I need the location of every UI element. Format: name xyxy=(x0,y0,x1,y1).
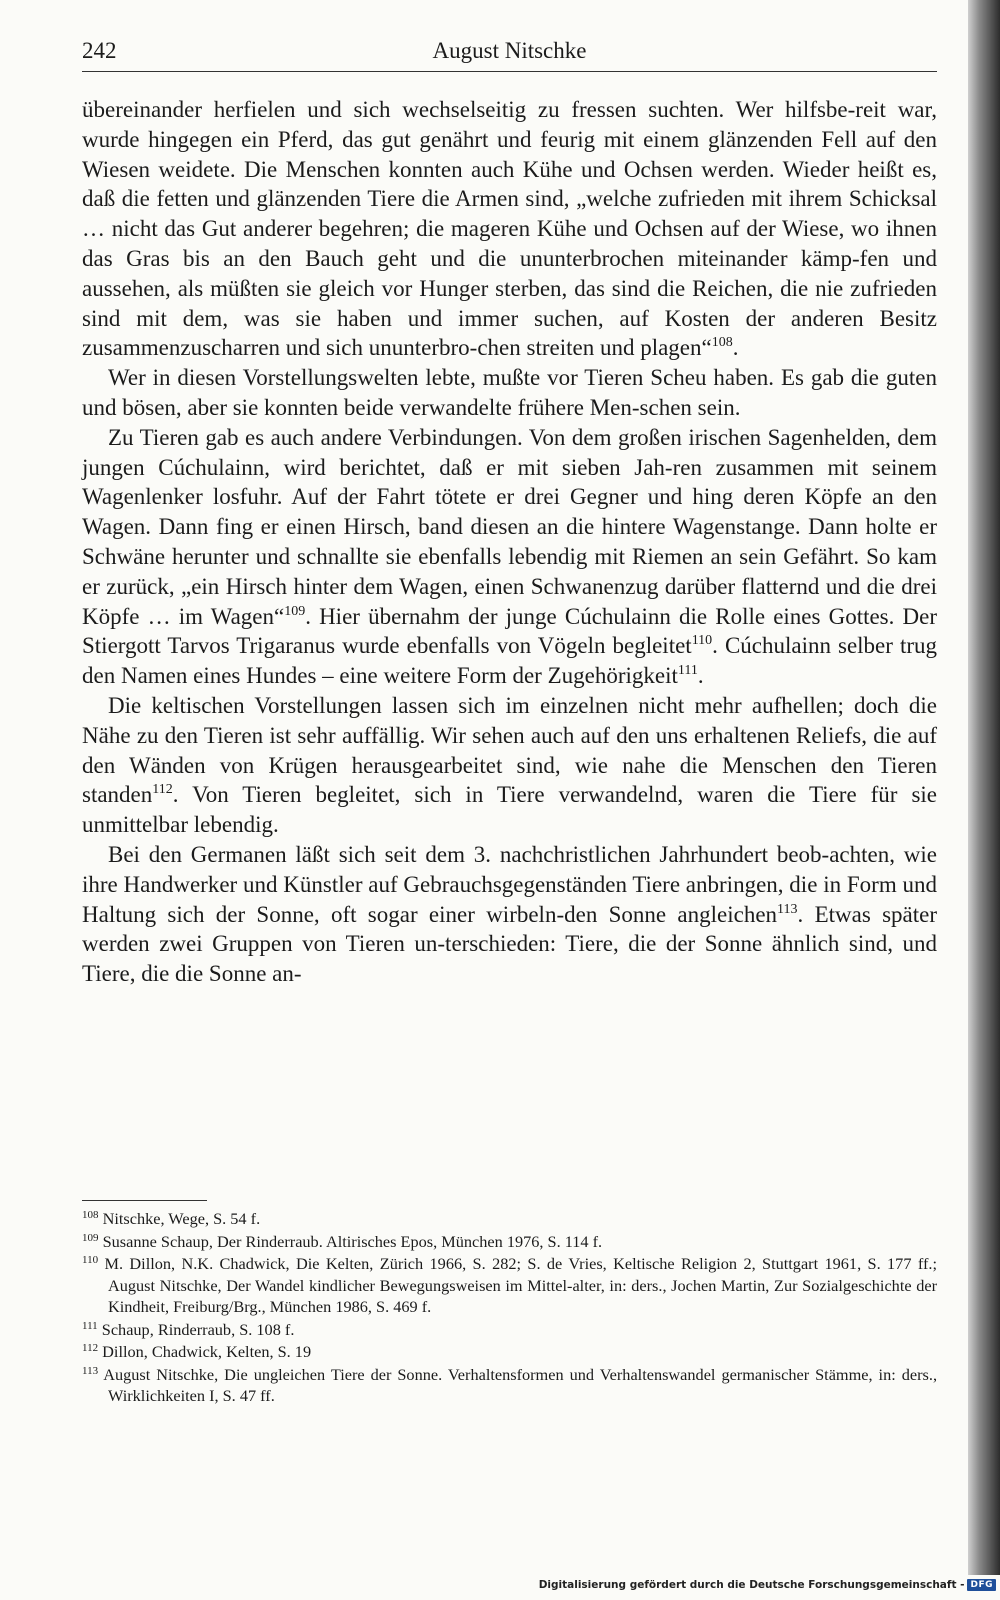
footnote-number: 108 xyxy=(82,1209,99,1221)
credit-text: Digitalisierung gefördert durch die Deutsche Forschungsgemeinschaft - xyxy=(538,1579,965,1591)
paragraph xyxy=(82,363,937,423)
paragraph xyxy=(82,423,937,691)
text-run: Wer in diesen Vorstellungswelten lebte, mußte vor Tieren Scheu haben. Es gab die guten und bösen, aber sie konnten beide verwandelte frühere Men-schen sein. xyxy=(82,365,937,420)
text-run: übereinander herfielen und sich wechselseitig zu fressen suchten. Wer hilfsbe-reit war, wurde hingegen ein Pferd, das gut genährt und feurig mit einem glänzenden Fell auf den Wiesen weidete. Die Menschen konnten auch Kühe und Ochsen werden. Wieder heißt es, daß die fetten und glänzenden Tiere die Armen sind, „welche zufrieden mit ihrem Schicksal … nicht das Gut anderer begehren; die mageren Kühe und Ochsen auf der Wiese, wo ihnen das Gras bis an den Bauch geht und die ununterbrochen miteinander kämp-fen und aussehen, als müßten sie gleich vor Hunger sterben, das sind die Reichen, die nie zufrieden sind mit dem, was sie haben und immer suchen, auf Kosten der anderen Besitz zusammenzuscharren und sich ununterbro-chen streiten und plagen“ xyxy=(82,97,937,361)
footnote xyxy=(82,1319,937,1341)
footnote xyxy=(82,1341,937,1363)
digitization-credit xyxy=(539,1579,996,1591)
footnote-separator xyxy=(82,1200,207,1201)
footnote-marker: 112 xyxy=(152,782,173,798)
paragraph xyxy=(82,840,937,989)
footnote-number: 112 xyxy=(82,1342,99,1354)
footnote-text: Schaup, Rinderraub, S. 108 f. xyxy=(101,1319,295,1339)
footnote xyxy=(82,1253,937,1318)
footnote-marker: 108 xyxy=(711,335,733,351)
footnote-number: 113 xyxy=(82,1364,99,1377)
footnote-marker: 113 xyxy=(777,901,798,917)
footnote-text: August Nitschke, Die ungleichen Tiere der Sonne. Verhaltensformen und Verhaltenswandel germanischer Stämme, in: ders., Wirklichkeiten I, S. 47 ff. xyxy=(103,1364,938,1405)
footnote xyxy=(82,1208,937,1230)
text-run: . Etwas später werden zwei Gruppen von Tieren un-terschieden: Tiere, die der Sonne ähnlich sind, und Tiere, die die Sonne an- xyxy=(82,901,937,987)
footnote-text: Nitschke, Wege, S. 54 f. xyxy=(102,1209,261,1228)
text-run: . xyxy=(732,335,739,361)
running-title-author: August Nitschke xyxy=(432,38,587,63)
footnote-number: 109 xyxy=(82,1231,99,1244)
footnote-text: Dillon, Chadwick, Kelten, S. 19 xyxy=(102,1342,312,1361)
footnote-text: Susanne Schaup, Der Rinderraub. Altirisches Epos, München 1976, S. 114 f. xyxy=(102,1231,603,1251)
dfg-logo: DFG xyxy=(967,1579,996,1591)
text-run: . xyxy=(697,663,704,689)
footnote-marker: 111 xyxy=(677,663,698,679)
paragraph xyxy=(82,691,937,840)
footnotes xyxy=(82,1208,937,1408)
body-text xyxy=(82,95,937,989)
footnote-text: M. Dillon, N.K. Chadwick, Die Kelten, Zürich 1966, S. 282; S. de Vries, Keltische Religion 2, Stuttgart 1961, S. 177 ff.; August Nitschke, Der Wandel kindlicher Bewegungsweisen im Mittel-alter, in: ders., Jochen Martin, Zur Sozialgeschichte der Kindheit, Freiburg/Brg., München 1986, S. 469 f. xyxy=(104,1254,937,1316)
footnote-number: 111 xyxy=(82,1319,98,1332)
book-spine-shadow xyxy=(968,0,1000,1575)
text-run: . Cúchulainn selber trug den Namen eines Hundes – eine weitere Form der Zugehörigkeit xyxy=(82,633,937,689)
footnote xyxy=(82,1231,937,1253)
footnote xyxy=(82,1364,937,1407)
footnote-marker: 110 xyxy=(691,633,713,649)
page-number: 242 xyxy=(82,38,117,63)
text-run: . Hier übernahm der junge Cúchulainn die Rolle eines Gottes. Der Stiergott Tarvos Trigaranus wurde ebenfalls von Vögeln begleitet xyxy=(82,603,937,659)
text-run: Die keltischen Vorstellungen lassen sich im einzelnen nicht mehr aufhellen; doch die Nähe zu den Tieren ist sehr auffällig. Wir sehen auch auf den uns erhaltenen Reliefs, die auf den Wänden von Krügen herausgearbeitet sind, wie nahe die Menschen den Tieren standen xyxy=(82,692,937,808)
text-run: Bei den Germanen läßt sich seit dem 3. nachchristlichen Jahrhundert beob-achten, wie ihre Handwerker und Künstler auf Gebrauchsgegenständen Tiere anbringen, die in Form und Haltung sich der Sonne, oft sogar einer wirbeln-den Sonne angleichen xyxy=(82,841,937,927)
paragraph xyxy=(82,95,937,363)
footnote-number: 110 xyxy=(82,1254,99,1266)
text-run: . Von Tieren begleitet, sich in Tiere verwandelnd, waren die Tiere für sie unmittelbar lebendig. xyxy=(82,782,937,838)
footnote-marker: 109 xyxy=(284,603,306,619)
header-rule xyxy=(82,71,937,72)
running-header xyxy=(82,38,937,72)
text-run: Zu Tieren gab es auch andere Verbindungen. Von dem großen irischen Sagenhelden, dem jungen Cúchulainn, wird berichtet, daß er mit sieben Jah-ren zusammen mit seinem Wagenlenker losfuhr. Auf der Fahrt tötete er drei Gegner und hing deren Köpfe an den Wagen. Dann fing er einen Hirsch, band diesen an die hintere Wagenstange. Dann holte er Schwäne herunter und schnallte sie ebenfalls lebendig mit Riemen an sein Gefährt. So kam er zurück, „ein Hirsch hinter dem Wagen, einen Schwanenzug darüber flatternd und die drei Köpfe … im Wagen“ xyxy=(82,424,937,629)
